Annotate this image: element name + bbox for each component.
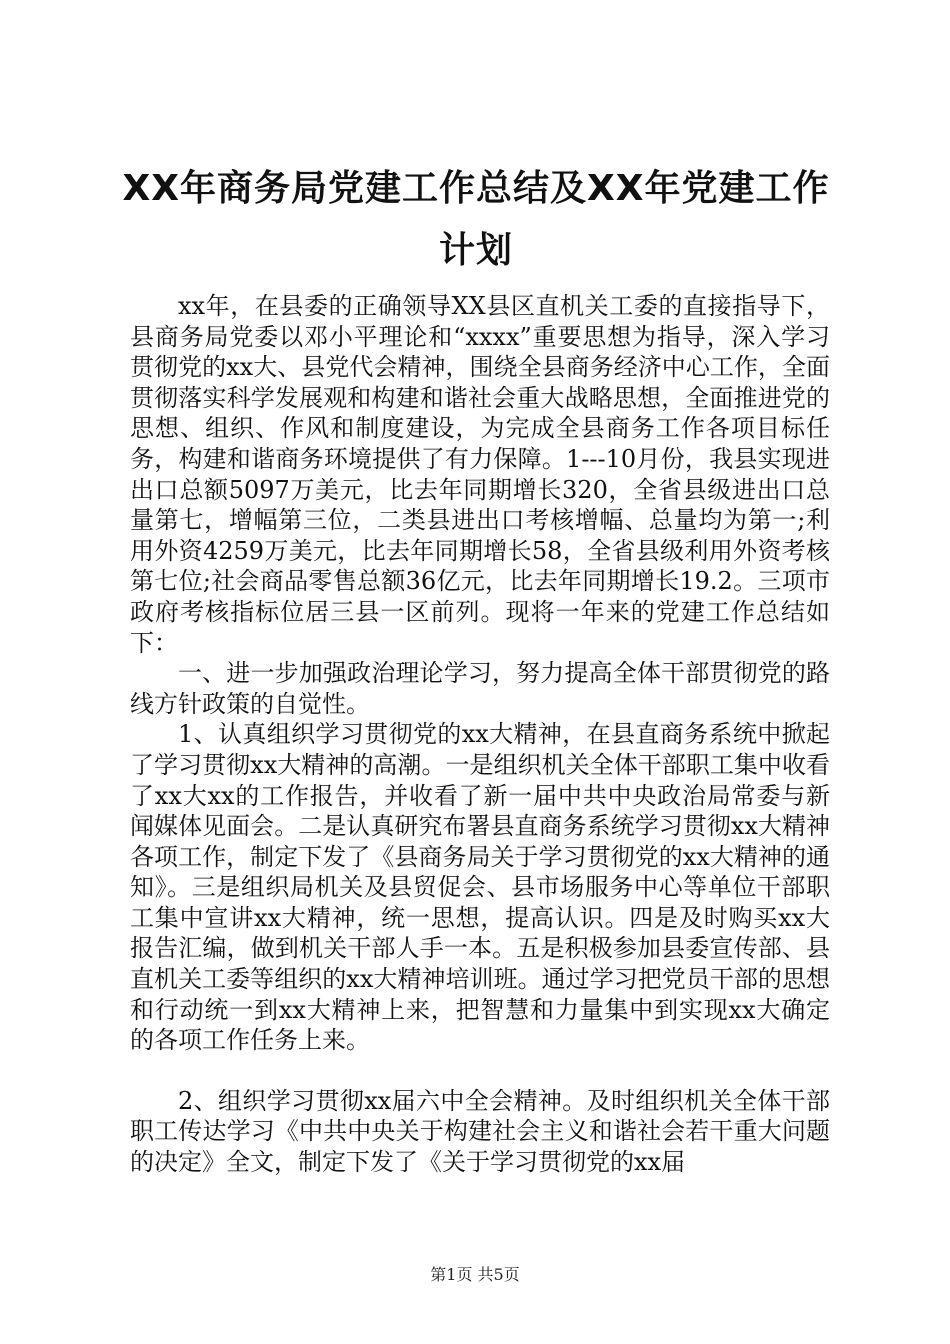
paragraph-item-1: 1、认真组织学习贯彻党的xx大精神，在县直商务系统中掀起了学习贯彻xx大精神的高潮。一是组织机关全体干部职工集中收看了xx大xx的工作报告，并收看了新一届中共中央政治局常委与新闻媒体见面会。二是认真研究布署县直商务系统学习贯彻xx大精神各项工作，制定下发了《县商务局关于学习贯彻党的xx大精神的通知》。三是组织局机关及县贸促会、县市场服务中心等单位干部职工集中宣讲xx大精神，统一思想，提高认识。四是及时购买xx大报告汇编，做到机关干部人手一本。五是积极参加县委宣传部、县直机关工委等组织的xx大精神培训班。通过学习把党员干部的思想和行动统一到xx大精神上来，把智慧和力量集中到实现xx大确定的各项工作任务上来。: [130, 720, 830, 1055]
paragraph-item-2: 2、组织学习贯彻xx届六中全会精神。及时组织机关全体干部职工传达学习《中共中央关于构建社会主义和谐社会若干重大问题的决定》全文，制定下发了《关于学习贯彻党的xx届: [130, 1086, 830, 1177]
document-title: XX年商务局党建工作总结及XX年党建工作计划: [122, 168, 830, 271]
paragraph-intro: xx年，在县委的正确领导XX县区直机关工委的直接指导下，县商务局党委以邓小平理论和“xxxx”重要思想为指导，深入学习贯彻党的xx大、县党代会精神，围绕全县商务经济中心工作，全面贯彻落实科学发展观和构建和谐社会重大战略思想，全面推进党的思想、组织、作风和制度建设，为完成全县商务工作各项目标任务，构建和谐商务环境提供了有力保障。1---10月份，我县实现进出口总额5097万美元，比去年同期增长320，全省县级进出口总量第七，增幅第三位，二类县进出口考核增幅、总量均为第一;利用外资4259万美元，比去年同期增长58，全省县级利用外资考核第七位;社会商品零售总额36亿元，比去年同期增长19.2。三项市政府考核指标位居三县一区前列。现将一年来的党建工作总结如下：: [130, 292, 830, 657]
document-body: [130, 291, 830, 1178]
paragraph-section-heading: 一、进一步加强政治理论学习，努力提高全体干部贯彻党的路线方针政策的自觉性。: [130, 659, 830, 718]
page-number-footer: 第1页 共5页: [430, 1265, 520, 1284]
